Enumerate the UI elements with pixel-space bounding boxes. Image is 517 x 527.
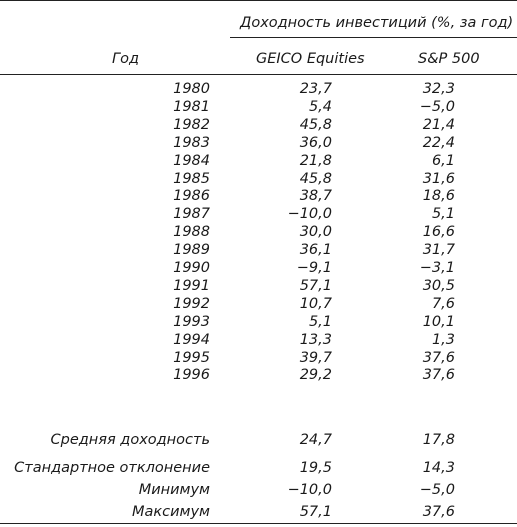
stat-row [0, 459, 517, 477]
sp500-value: −3,1 [419, 260, 455, 276]
row-label: 1986 [173, 188, 210, 205]
sp500-value: 21,4 [422, 116, 455, 133]
geico-value: 45,8 [299, 170, 332, 187]
row-label: 1980 [173, 81, 210, 97]
table-row [0, 313, 517, 331]
sp500-value: 17,8 [422, 432, 455, 448]
sp500-value: −5,0 [419, 98, 455, 115]
row-label: 1987 [173, 206, 210, 223]
sp500-value: 7,6 [431, 295, 455, 312]
table-row [0, 241, 517, 259]
geico-value: 21,8 [299, 152, 332, 169]
table-row [0, 98, 517, 116]
row-label: Стандартное отклонение [14, 460, 210, 476]
geico-value: 13,3 [299, 331, 332, 348]
row-label: 1994 [173, 331, 210, 348]
geico-value: 45,8 [299, 116, 332, 133]
table-row [0, 295, 517, 313]
geico-value: 24,7 [299, 432, 332, 448]
sp500-value: 22,4 [422, 134, 455, 151]
row-label: 1989 [173, 242, 210, 259]
row-label: 1996 [173, 367, 210, 384]
row-label: 1993 [173, 313, 210, 330]
sp500-value: 16,6 [422, 224, 455, 241]
sp500-value: 1,3 [431, 331, 455, 348]
row-label: 1982 [173, 116, 210, 133]
geico-value: 30,0 [299, 224, 332, 241]
row-label: 1990 [173, 260, 210, 276]
table-top-rule [0, 0, 517, 1]
sp500-value: 37,6 [422, 367, 455, 384]
row-label: 1992 [173, 295, 210, 312]
table-row [0, 152, 517, 170]
sp500-value: 30,5 [422, 277, 455, 294]
row-label: 1995 [173, 349, 210, 366]
table-row [0, 331, 517, 349]
super-header-returns: Доходность инвестиций (%, за год) [240, 15, 514, 31]
table-row [0, 116, 517, 134]
geico-value: 38,7 [299, 188, 332, 205]
geico-value: 57,1 [299, 504, 332, 520]
geico-value: 10,7 [299, 295, 332, 312]
stat-row [0, 431, 517, 449]
table-row [0, 349, 517, 367]
sp500-value: 14,3 [422, 460, 455, 476]
row-label: 1984 [173, 152, 210, 169]
sp500-value: 37,6 [422, 504, 455, 520]
table-row [0, 187, 517, 205]
row-label: Максимум [131, 504, 210, 520]
sp500-value: 18,6 [422, 188, 455, 205]
geico-value: 36,0 [299, 134, 332, 151]
geico-value: 39,7 [299, 349, 332, 366]
super-header-rule [230, 37, 517, 38]
sp500-value: 31,6 [422, 170, 455, 187]
geico-value: 29,2 [299, 367, 332, 384]
table-row [0, 170, 517, 188]
sp500-value: −5,0 [419, 482, 455, 498]
row-label: 1988 [173, 224, 210, 241]
table-row [0, 223, 517, 241]
geico-value: 57,1 [299, 277, 332, 294]
geico-value: −10,0 [287, 482, 332, 498]
sp500-value: 32,3 [422, 81, 455, 97]
geico-value: 36,1 [299, 242, 332, 259]
sp500-value: 6,1 [431, 152, 455, 169]
table-row [0, 205, 517, 223]
geico-value: 5,4 [308, 98, 332, 115]
geico-value: 23,7 [299, 81, 332, 97]
table-row [0, 277, 517, 295]
row-label: 1983 [173, 134, 210, 151]
table-bottom-rule [0, 523, 517, 524]
header-bottom-rule [0, 74, 517, 75]
row-label: Минимум [138, 482, 210, 498]
table-row [0, 80, 517, 98]
column-header-sp500: S&P 500 [418, 51, 480, 67]
row-label: Средняя доходность [50, 432, 210, 448]
sp500-value: 5,1 [431, 206, 455, 223]
sp500-value: 10,1 [422, 313, 455, 330]
stat-row [0, 481, 517, 499]
row-label: 1991 [173, 277, 210, 294]
geico-value: −9,1 [296, 260, 332, 276]
table-row [0, 366, 517, 384]
sp500-value: 31,7 [422, 242, 455, 259]
sp500-value: 37,6 [422, 349, 455, 366]
geico-value: −10,0 [287, 206, 332, 223]
row-label: 1985 [173, 170, 210, 187]
stat-row [0, 503, 517, 521]
row-label: 1981 [173, 98, 210, 115]
geico-value: 5,1 [308, 313, 332, 330]
table-row [0, 259, 517, 277]
table-row [0, 134, 517, 152]
geico-value: 19,5 [299, 460, 332, 476]
column-header-geico: GEICO Equities [256, 51, 365, 67]
column-header-year: Год [112, 51, 139, 67]
